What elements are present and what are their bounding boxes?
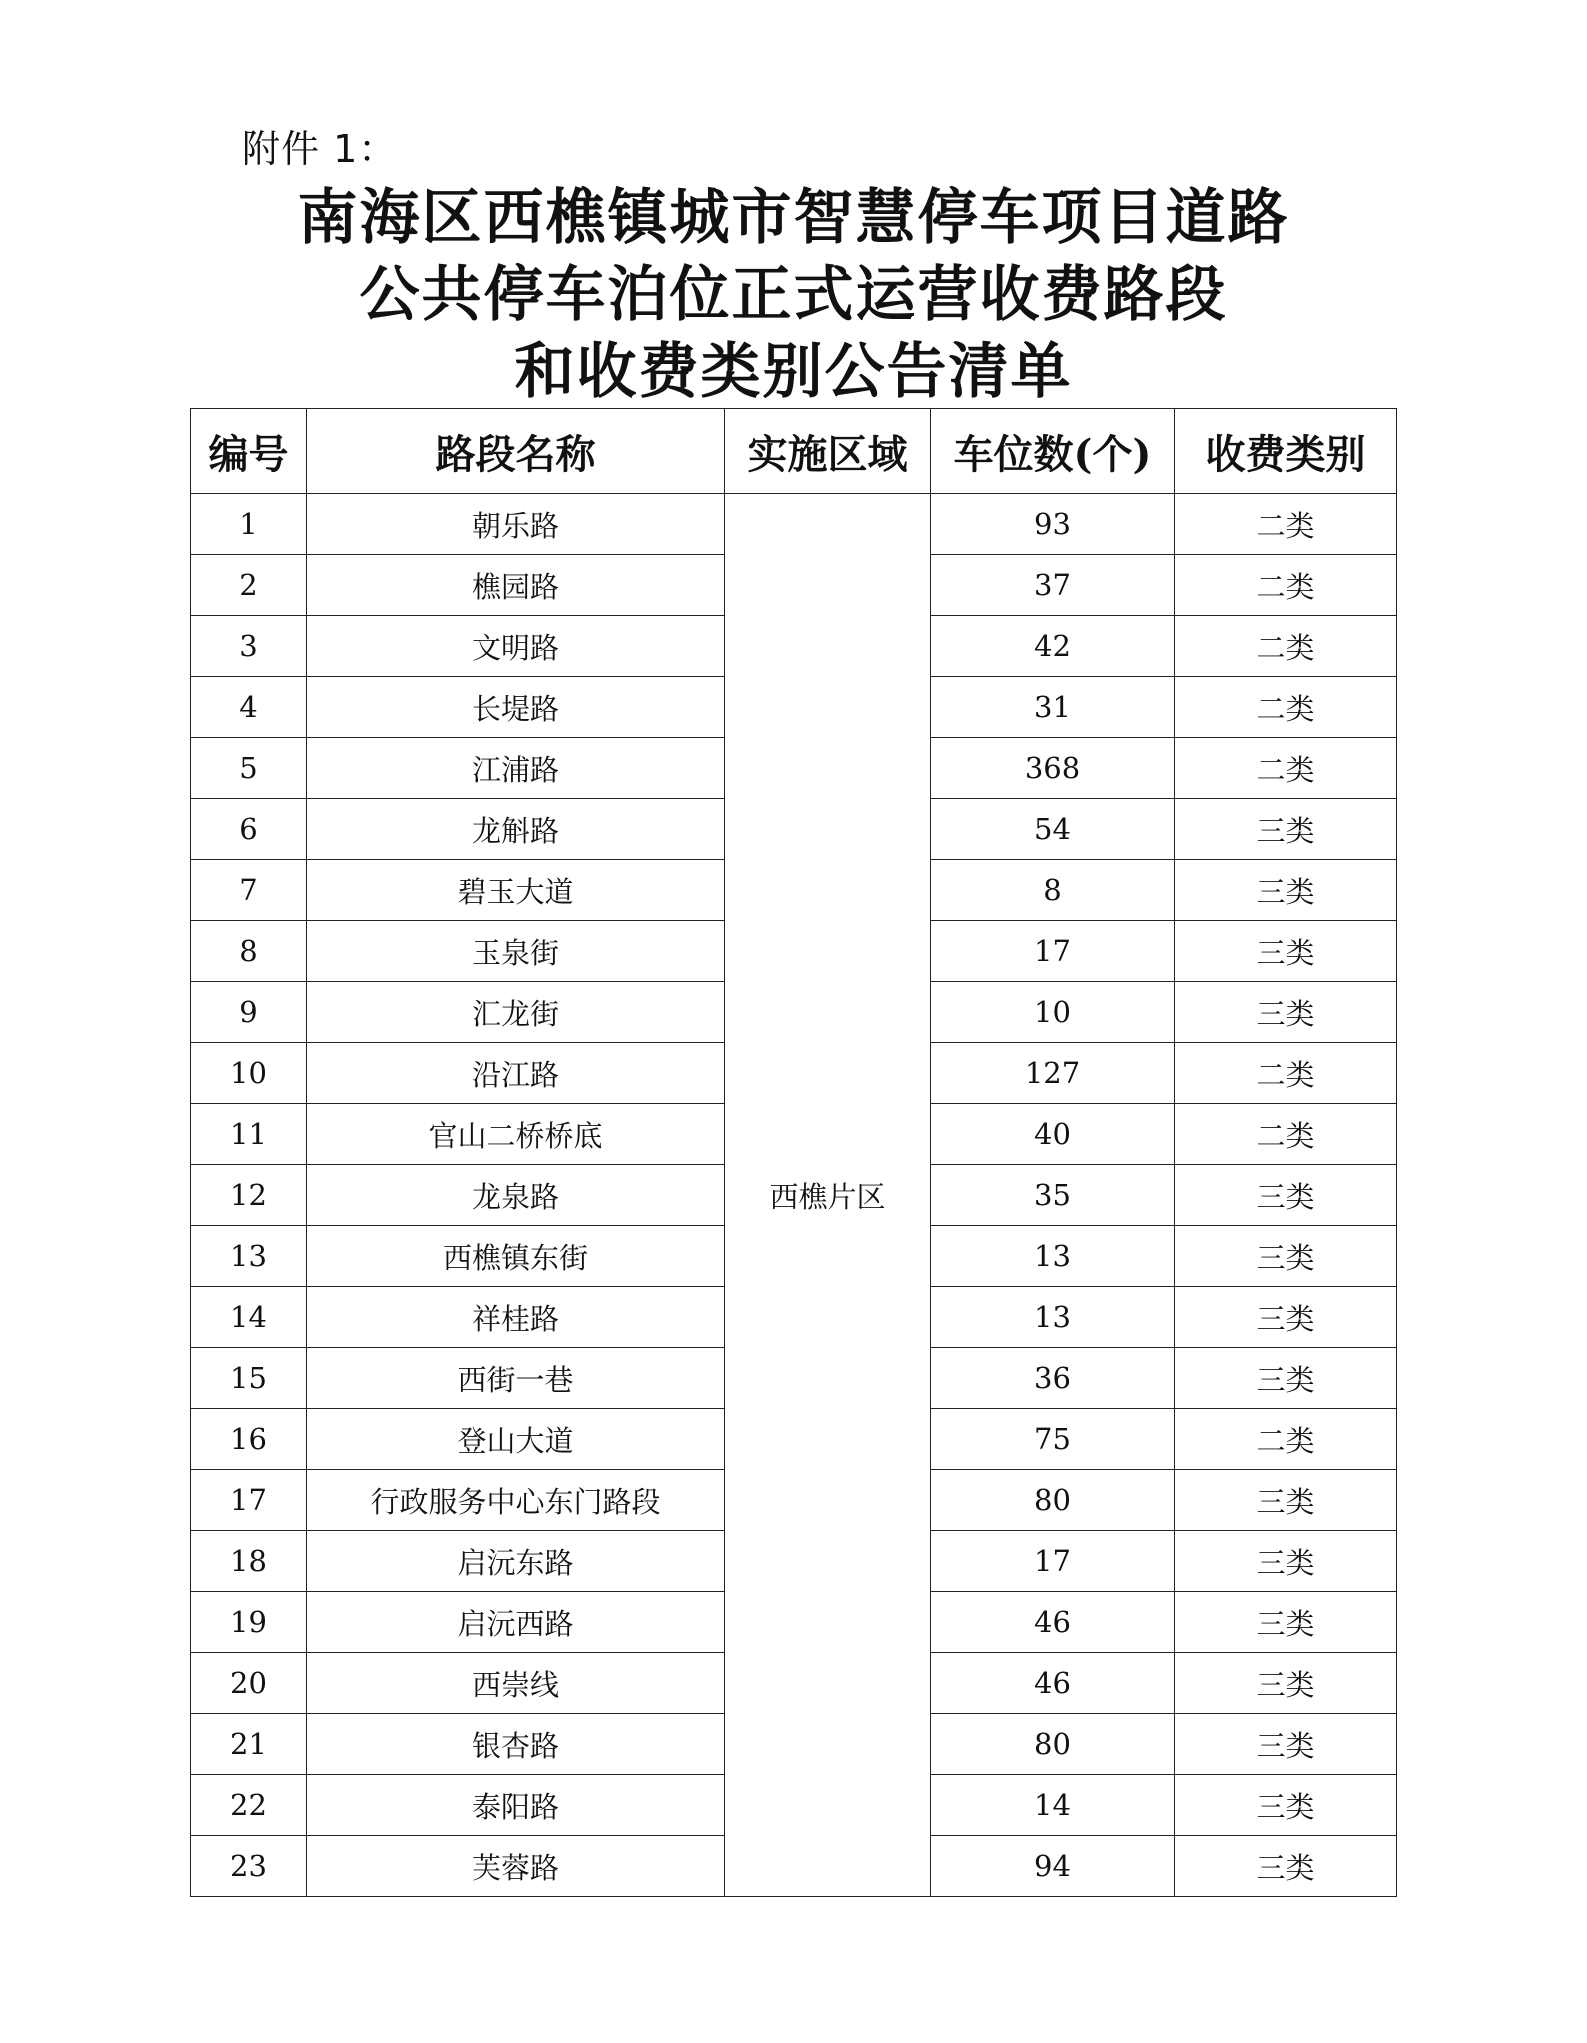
cell-fee-category: 二类	[1175, 677, 1397, 738]
cell-road-name: 登山大道	[307, 1409, 725, 1470]
cell-number: 9	[191, 982, 307, 1043]
cell-road-name: 芙蓉路	[307, 1836, 725, 1897]
cell-number: 7	[191, 860, 307, 921]
cell-fee-category: 三类	[1175, 1165, 1397, 1226]
cell-fee-category: 三类	[1175, 1531, 1397, 1592]
cell-spaces: 35	[931, 1165, 1175, 1226]
cell-fee-category: 三类	[1175, 1775, 1397, 1836]
cell-spaces: 31	[931, 677, 1175, 738]
cell-spaces: 368	[931, 738, 1175, 799]
cell-spaces: 14	[931, 1775, 1175, 1836]
cell-spaces: 46	[931, 1653, 1175, 1714]
cell-fee-category: 三类	[1175, 860, 1397, 921]
document-title-line-1: 南海区西樵镇城市智慧停车项目道路	[297, 183, 1290, 253]
header-spaces: 车位数(个)	[931, 409, 1175, 494]
cell-spaces: 80	[931, 1714, 1175, 1775]
cell-spaces: 36	[931, 1348, 1175, 1409]
cell-road-name: 西街一巷	[307, 1348, 725, 1409]
cell-number: 23	[191, 1836, 307, 1897]
cell-spaces: 94	[931, 1836, 1175, 1897]
cell-road-name: 西崇线	[307, 1653, 725, 1714]
document-title-line-2: 公共停车泊位正式运营收费路段	[359, 260, 1228, 330]
cell-road-name: 碧玉大道	[307, 860, 725, 921]
cell-spaces: 54	[931, 799, 1175, 860]
cell-road-name: 泰阳路	[307, 1775, 725, 1836]
header-number: 编号	[191, 409, 307, 494]
cell-fee-category: 二类	[1175, 1409, 1397, 1470]
cell-area: 西樵片区	[725, 494, 931, 1897]
cell-spaces: 8	[931, 860, 1175, 921]
cell-fee-category: 三类	[1175, 982, 1397, 1043]
cell-spaces: 17	[931, 921, 1175, 982]
cell-number: 21	[191, 1714, 307, 1775]
cell-spaces: 93	[931, 494, 1175, 555]
cell-fee-category: 三类	[1175, 799, 1397, 860]
cell-spaces: 40	[931, 1104, 1175, 1165]
cell-number: 22	[191, 1775, 307, 1836]
cell-spaces: 37	[931, 555, 1175, 616]
cell-number: 10	[191, 1043, 307, 1104]
cell-road-name: 龙斛路	[307, 799, 725, 860]
cell-fee-category: 三类	[1175, 1470, 1397, 1531]
cell-road-name: 沿江路	[307, 1043, 725, 1104]
cell-road-name: 长堤路	[307, 677, 725, 738]
cell-number: 15	[191, 1348, 307, 1409]
cell-road-name: 西樵镇东街	[307, 1226, 725, 1287]
cell-spaces: 80	[931, 1470, 1175, 1531]
cell-road-name: 汇龙街	[307, 982, 725, 1043]
table-row	[191, 494, 1397, 555]
cell-fee-category: 三类	[1175, 1714, 1397, 1775]
cell-fee-category: 二类	[1175, 616, 1397, 677]
cell-number: 18	[191, 1531, 307, 1592]
parking-fee-table	[190, 408, 1397, 1897]
cell-number: 6	[191, 799, 307, 860]
header-fee-category: 收费类别	[1175, 409, 1397, 494]
cell-number: 3	[191, 616, 307, 677]
cell-number: 4	[191, 677, 307, 738]
cell-number: 16	[191, 1409, 307, 1470]
cell-road-name: 启沅东路	[307, 1531, 725, 1592]
cell-fee-category: 二类	[1175, 1043, 1397, 1104]
cell-number: 11	[191, 1104, 307, 1165]
cell-fee-category: 二类	[1175, 1104, 1397, 1165]
cell-spaces: 42	[931, 616, 1175, 677]
cell-spaces: 10	[931, 982, 1175, 1043]
cell-number: 12	[191, 1165, 307, 1226]
cell-number: 13	[191, 1226, 307, 1287]
table-header-row	[191, 409, 1397, 494]
document-title-line-3: 和收费类别公告清单	[514, 337, 1073, 407]
cell-fee-category: 二类	[1175, 738, 1397, 799]
cell-number: 20	[191, 1653, 307, 1714]
cell-road-name: 祥桂路	[307, 1287, 725, 1348]
cell-number: 8	[191, 921, 307, 982]
cell-road-name: 江浦路	[307, 738, 725, 799]
cell-fee-category: 三类	[1175, 1653, 1397, 1714]
cell-road-name: 玉泉街	[307, 921, 725, 982]
cell-spaces: 46	[931, 1592, 1175, 1653]
cell-road-name: 官山二桥桥底	[307, 1104, 725, 1165]
cell-road-name: 启沅西路	[307, 1592, 725, 1653]
cell-road-name: 龙泉路	[307, 1165, 725, 1226]
cell-road-name: 朝乐路	[307, 494, 725, 555]
header-road-name: 路段名称	[307, 409, 725, 494]
cell-fee-category: 三类	[1175, 1836, 1397, 1897]
cell-road-name: 行政服务中心东门路段	[307, 1470, 725, 1531]
cell-spaces: 75	[931, 1409, 1175, 1470]
cell-road-name: 银杏路	[307, 1714, 725, 1775]
cell-fee-category: 三类	[1175, 921, 1397, 982]
cell-fee-category: 二类	[1175, 494, 1397, 555]
header-area: 实施区域	[725, 409, 931, 494]
cell-spaces: 17	[931, 1531, 1175, 1592]
cell-fee-category: 三类	[1175, 1226, 1397, 1287]
cell-spaces: 13	[931, 1226, 1175, 1287]
cell-number: 5	[191, 738, 307, 799]
cell-road-name: 樵园路	[307, 555, 725, 616]
table-body	[191, 494, 1397, 1897]
cell-number: 2	[191, 555, 307, 616]
cell-road-name: 文明路	[307, 616, 725, 677]
cell-spaces: 127	[931, 1043, 1175, 1104]
cell-fee-category: 三类	[1175, 1592, 1397, 1653]
cell-fee-category: 三类	[1175, 1348, 1397, 1409]
cell-fee-category: 二类	[1175, 555, 1397, 616]
cell-number: 1	[191, 494, 307, 555]
cell-fee-category: 三类	[1175, 1287, 1397, 1348]
cell-spaces: 13	[931, 1287, 1175, 1348]
cell-number: 14	[191, 1287, 307, 1348]
cell-number: 19	[191, 1592, 307, 1653]
cell-number: 17	[191, 1470, 307, 1531]
attachment-label: 附件 1：	[242, 127, 398, 171]
